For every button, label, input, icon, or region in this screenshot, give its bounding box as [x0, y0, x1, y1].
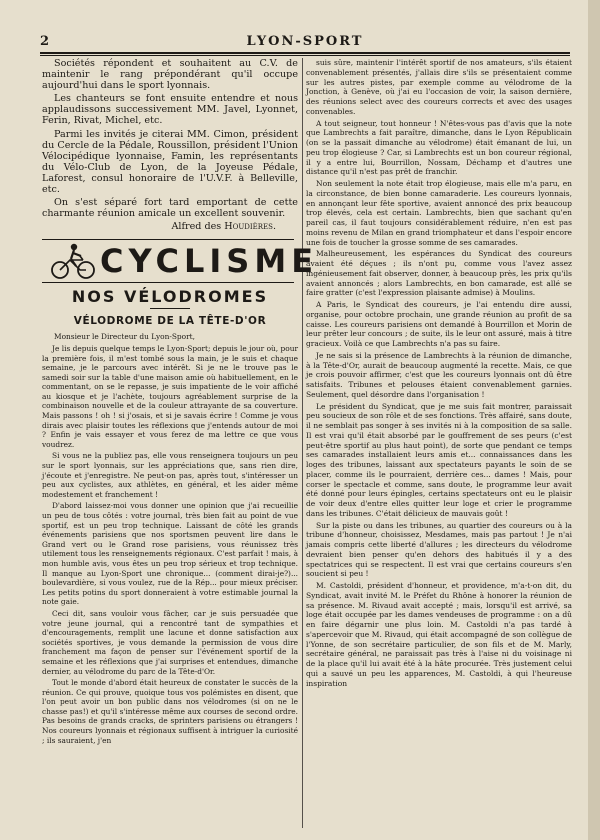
paragraph: Sur la piste ou dans les tribunes, au quartier des coureurs ou à la tribune d'honneur, choisissez, Mesdames, mais pas partout ! Je n'ai jamais compris cette liberté d'allures ; les directeurs du vélodrome devraient bien penser qu'en dehors des habitués il y a des spectatrices qui se respectent. Il est vrai que certains coureurs s'en soucient si peu !	[306, 520, 572, 579]
right-column	[306, 58, 572, 690]
paragraph: Parmi les invités je citerai MM. Cimon, président du Cercle de la Pédale, Roussillon, président l'Union Vélocipédique lyonnaise, Famin, les représentants du Vélo-Club de Lyon, de la Joyeuse Pédale, Laforest, consul honoraire de l'U.V.F. à Belleville, etc.	[42, 128, 298, 196]
column-divider	[302, 58, 303, 828]
paragraph: Malheureusement, les espérances du Syndicat des coureurs avaient été déçues ; ils n'ont pu, comme vous l'avez assez ingénieusement fait observer, donner, à beaucoup près, les prix qu'ils avaient annoncés ; alors Lambrechts, en bon camarade, est allé se faire gratter (c'est l'expression plaisante admise) à Moulins.	[306, 249, 572, 298]
page-header	[40, 34, 570, 50]
paragraph: A Paris, le Syndicat des coureurs, je l'ai entendu dire aussi, organise, pour octobre prochain, une grande réunion au profit de sa caisse. Les coureurs parisiens ont demandé à Bourrillon et Morin de leur prêter leur concours ; de suite, ils le leur ont assuré, mais à titre gracieux. Voilà ce que Lambrechts n'a pas su faire.	[306, 300, 572, 348]
paragraph: Tout le monde d'abord était heureux de constater le succès de la réunion. Ce qui prouve, quoique tous vos polémistes en disent, que l'on peut avoir un bon public dans nos vélodromes (si on ne le chasse pas!) et qu'il s'intéresse même aux courses de second ordre. Pas besoins de grands cracks, de sprinters parisiens ou étrangers ! Nos coureurs lyonnais et régionaux suffisent à intriguer la curiosité ; ils sauraient, j'en	[42, 678, 298, 745]
paragraph: Je lis depuis quelque temps le Lyon-Sport; depuis le jour où, pour la première fois, il m'est tombé sous la main, je le suis et chaque semaine, je le parcours avec intérêt. Si je ne le trouve pas le samedi soir sur la table d'une maison amie où habituellement, en le commentant, on se le repasse, je suis impatiente de le voir affiché au kiosque et je l'achète, toujours agréablement surprise de la combinaison nouvelle et de la couleur attrayante de sa couverture. Mais passons ! oh ! si j'osais, et si je savais écrire ! Comme je vous dirais avec plaisir toutes les réflexions que j'entends autour de moi ? Enfin je vais essayer et vous ferez de ma lettre ce que vous voudrez.	[42, 343, 298, 449]
paragraph: Les chanteurs se font ensuite entendre et nous applaudissons successivement MM. Javel, Lyonnet, Ferin, Rivat, Michel, etc.	[42, 93, 298, 127]
banner-title: CYCLISME	[100, 242, 319, 281]
article-signature	[42, 221, 298, 233]
header-rule	[40, 52, 570, 56]
paragraph: A tout seigneur, tout honneur ! N'êtes-vous pas d'avis que la note que Lambrechts a fait paraître, dimanche, dans le Lyon Républicain (on se la passait dimanche au vélodrome) était émanant de lui, un peu trop élogieuse ? Car, si Lambrechts est un bon coureur régional, il y a entre lui, Bourrillon, Nossam, Déchamp et d'autres une distance qu'il n'est pas prêt de franchir.	[306, 118, 572, 177]
paragraph: Ceci dit, sans vouloir vous fâcher, car je suis persuadée que votre jeune journal, qui a rencontré tant de sympathies et d'encouragements, remplit une lacune et donne satisfaction aux sociétés sportives, je vous demande la permission de vous dire franchement ma façon de penser sur l'événement sportif de la semaine et les réflexions que j'ai surprises et entendues, dimanche dernier, au vélodrome du parc de la Tête-d'Or.	[42, 608, 298, 676]
left-column	[42, 58, 319, 747]
paragraph: Non seulement la note était trop élogieuse, mais elle m'a paru, en la circonstance, de bien bonne camaraderie. Les coureurs lyonnais, en annonçant leur fête sportive, avaient annoncé des prix beaucoup trop élevés, cela est certain. Lambrechts, bien que sachant qu'en pareil cas, il faut toujours considérablement réduire, n'en est pas moins revenu de Milan en grand triomphateur et dans l'espoir encore une fois de toucher la grosse somme de ses camarades.	[306, 179, 572, 247]
paragraph: On s'est séparé fort tard emportant de cette charmante réunion amicale un excellent souvenir.	[42, 197, 298, 220]
paragraph: M. Castoldi, président d'honneur, et providence, m'a-t-on dit, du Syndicat, avait invité M. le Préfet du Rhône à honorer la réunion de sa présence. M. Rivaud avait accepté ; mais, lorsqu'il est arrivé, sa loge était occupée par les dames vendeuses de programme : on a dû en faire dégarnir une plus loin. M. Castoldi n'a pas tardé à s'apercevoir que M. Rivaud, qui était accompagné de son collègue de l'Yonne, de son secrétaire particulier, de son fils et de M. Marly, secrétaire général, ne paraissait pas très à l'aise ni du voisinage ni de la place qu'il lui avait été à la hâte procurée. Très justement celui qui a sauvé un peu les apparences, M. Castoldi, à qui l'heureuse inspiration	[306, 581, 572, 688]
paragraph: Je ne sais si la présence de Lambrechts à la réunion de dimanche, à la Tête-d'Or, aurait de beaucoup augmenté la recette. Mais, ce que je crois pouvoir affirmer, c'est que les coureurs lyonnais ont dû être satisfaits. Tribunes et pelouses étaient convenablement garnies. Seulement, quel désordre dans l'organisation !	[306, 350, 572, 399]
paragraph: Le président du Syndicat, que je me suis fait montrer, paraissait peu soucieux de son rôle et de ses fonctions. Très affairé, sans doute, il ne semblait pas songer à ses invités ni à la composition de sa salle. Il est vrai qu'il était absorbé par le gouffrement de ses peurs (c'est peut-être sportif au plus haut point), de sorte que pendant ce temps ses camarades installaient leurs amis et... connaissances dans les loges des tribunes, laissant aux spectateurs payants le soin de se placer, comme ils le pourraient, derrière ces... dames ! Mais, pour corser le spectacle et comme, sans doute, le programme leur avait été donné pour leurs épingles, certains spectateurs ont eu le plaisir de voir deux d'entre elles quitter leur loge et crier le programme dans les tribunes. C'était délicieux de mauvais goût !	[306, 401, 572, 518]
section-banner	[42, 239, 319, 283]
article-title: VÉLODROME DE LA TÊTE-D'OR	[73, 315, 267, 328]
page-binding-edge	[588, 0, 600, 840]
section-title: NOS VÉLODROMES	[71, 287, 269, 307]
paragraph: Sociétés répondent et souhaitent au C.V. de maintenir le rang prépondérant qu'il occupe aujourd'hui dans le sport lyonnais.	[42, 58, 298, 92]
paragraph: D'abord laissez-moi vous donner une opinion que j'ai recueillie un peu de tous côtés : votre journal, très bien fait au point de vue sportif, est un peu trop technique. Laissant de côté les grands événements parisiens que nos sportsmen peuvent lire dans le Grand vert ou le Grand rose parisiens, vous réunissez très utilement tous les renseignements régionaux. C'est parfait ! mais, à mon humble avis, vous êtes un peu trop sérieux et trop technique. Il manque au Lyon-Sport une chronique... (comment dirai-je?)... boulevardière, si vous voulez, rue de la Rép... pour mieux préciser. Les petits potins du sport donneraient à votre estimable journal la note gaie.	[42, 501, 298, 607]
title-rule	[150, 308, 190, 309]
signature-prefix: Alfred des	[171, 221, 225, 233]
salutation: Monsieur le Directeur du Lyon-Sport,	[54, 332, 195, 342]
paragraph: suis sûre, maintenir l'intérêt sportif de nos amateurs, s'ils étaient convenablement présentés, j'allais dire s'ils se présentaient comme sur les autres pistes, par exemple comme au vélodrome de la Jonction, à Genève, où j'ai eu l'occasion de voir, la saison dernière, des réunions select avec des coureurs corrects et avec des usages convenables.	[306, 58, 572, 116]
signature-name: Houdières.	[224, 221, 276, 233]
page-number: 2	[40, 34, 50, 49]
previous-article-end	[42, 58, 298, 233]
paragraph: Si vous ne la publiez pas, elle vous renseignera toujours un peu sur le sport lyonnais, sur les appréciations que, sans rien dire, j'écoute et j'enregistre. Ne peut-on pas, après tout, s'intéresser un peu aux cyclistes, aux athlètes, en général, et les aider même modestement et franchement !	[42, 451, 298, 499]
masthead: LYON-SPORT	[246, 34, 364, 49]
cyclist-icon	[50, 242, 96, 280]
